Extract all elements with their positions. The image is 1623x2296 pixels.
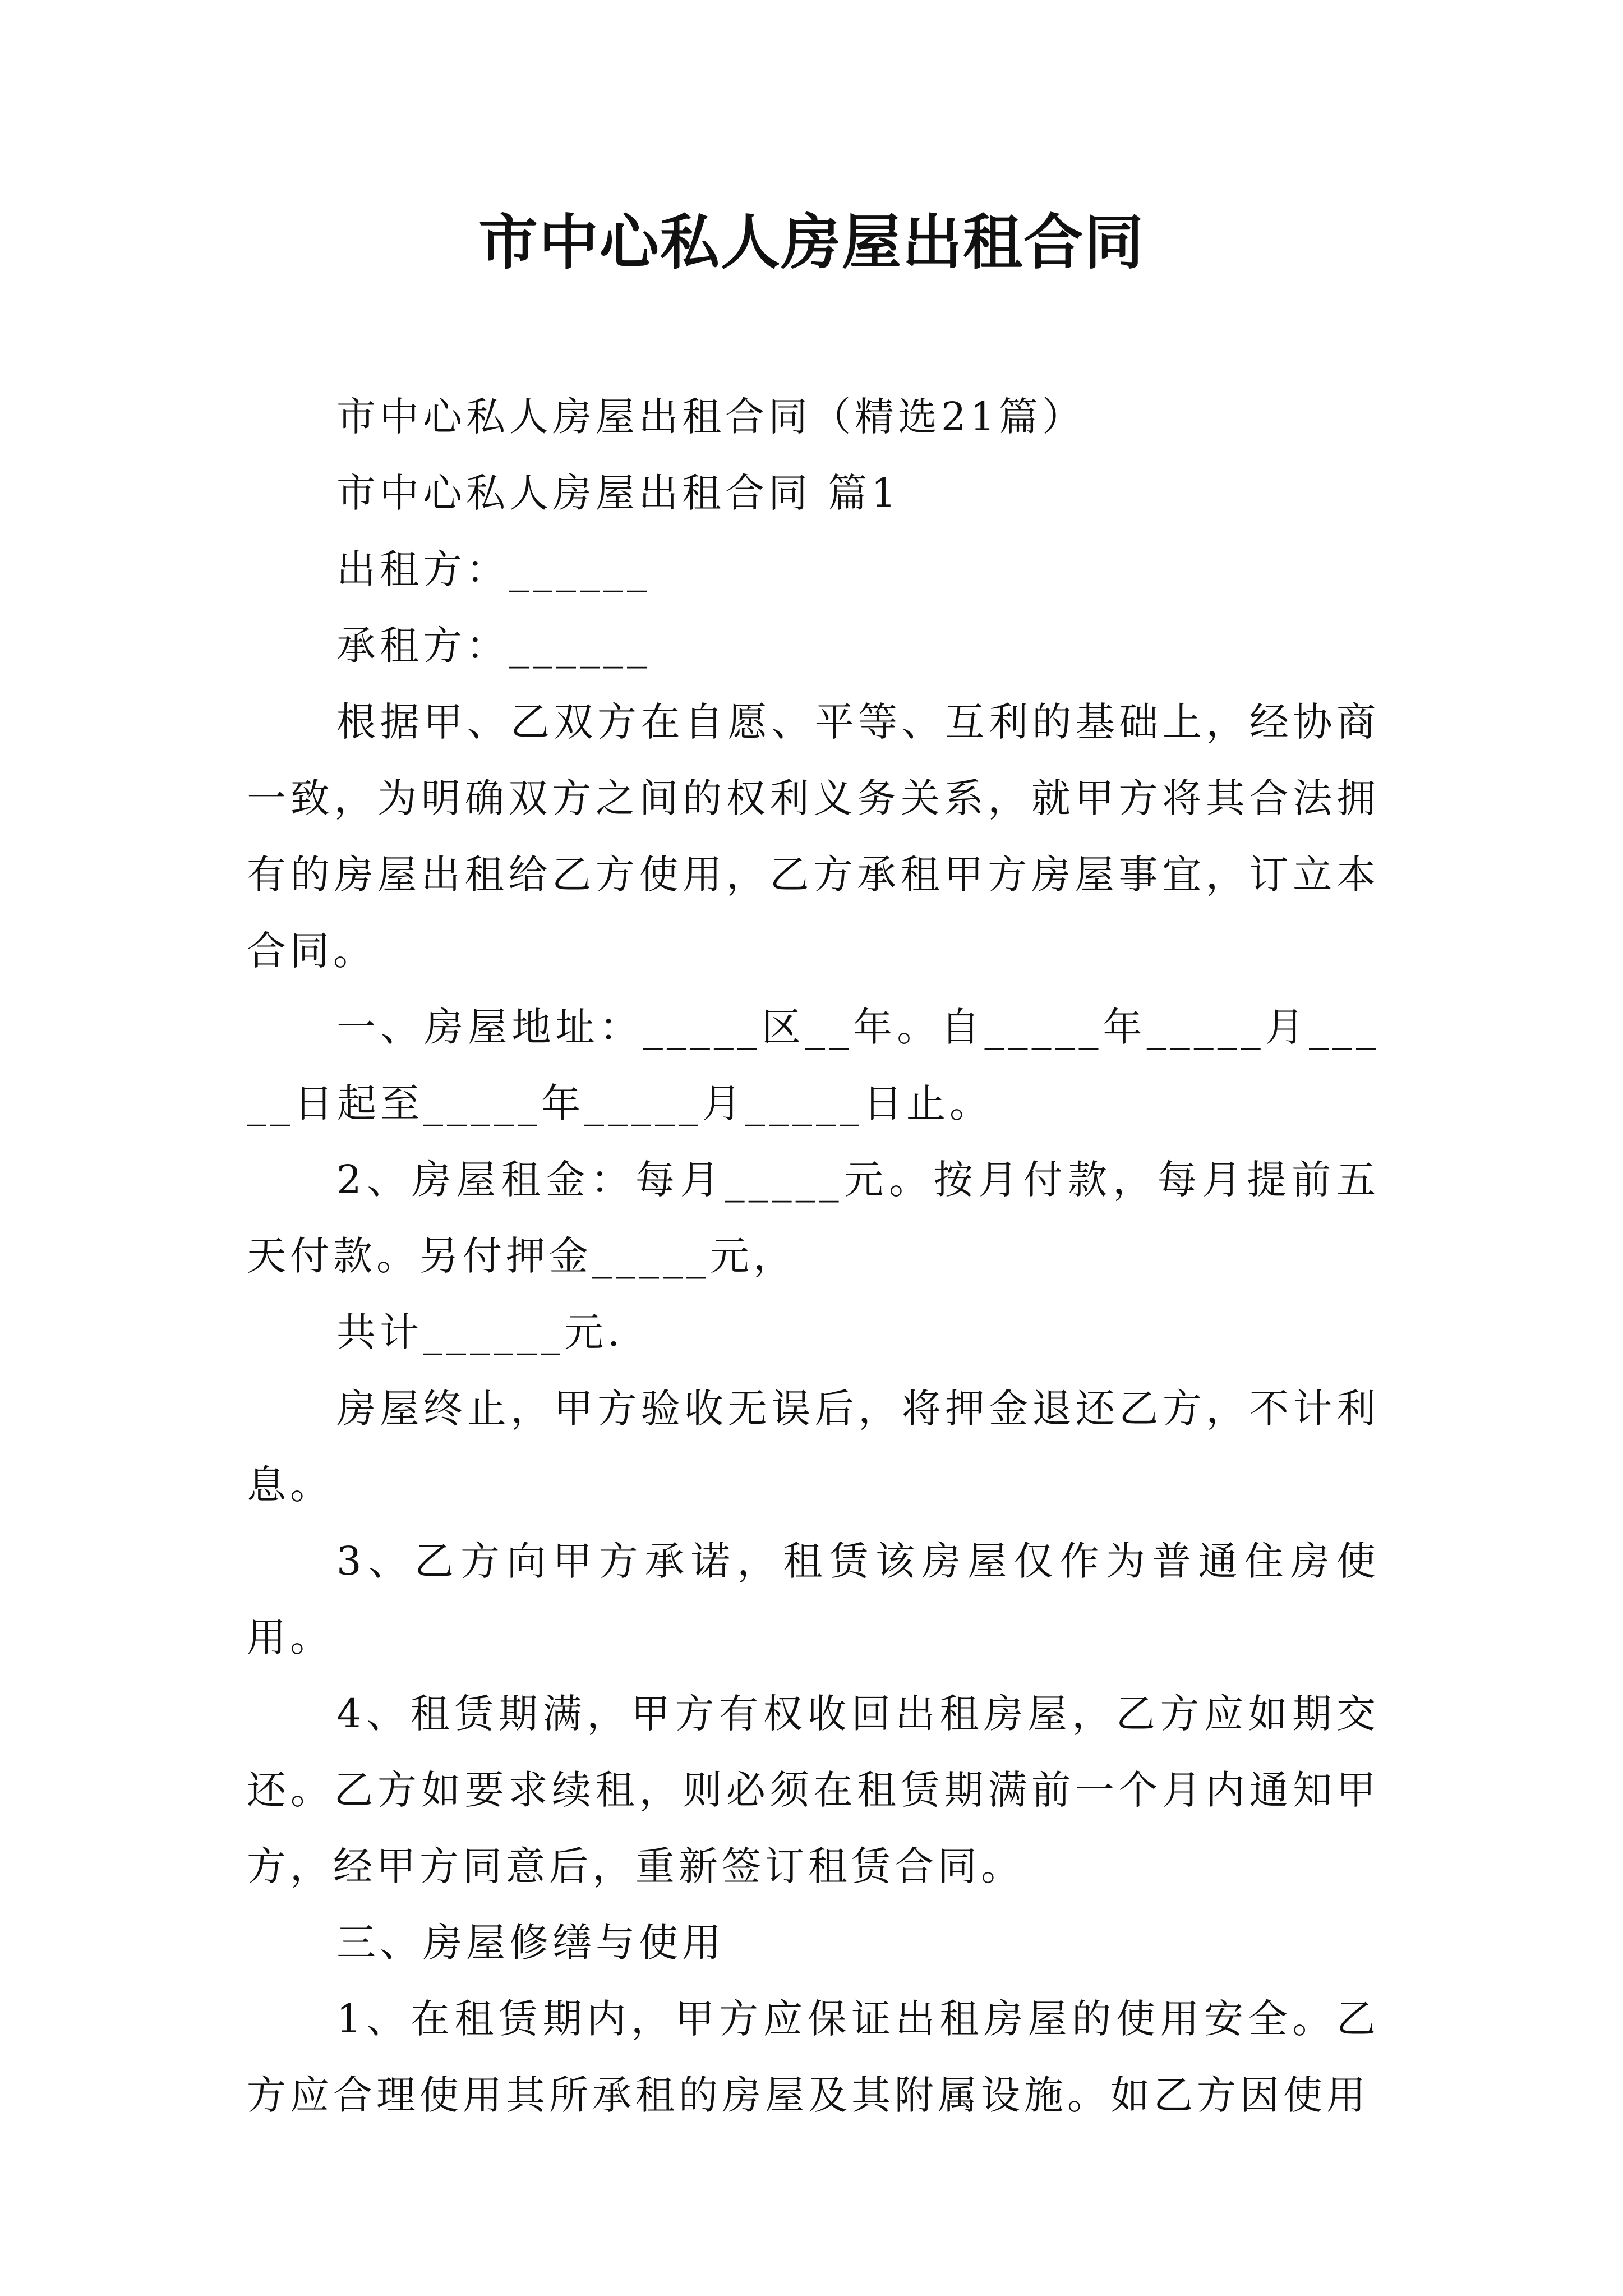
paragraph-deposit-return: 房屋终止，甲方验收无误后，将押金退还乙方，不计利息。 <box>247 1386 1380 1508</box>
paragraph-lessee: 承租方：______ <box>336 623 651 669</box>
paragraph-rent: 2、房屋租金：每月_____元。按月付款，每月提前五天付款。另付押金_____元， <box>247 1157 1380 1279</box>
paragraph-preamble: 根据甲、乙双方在自愿、平等、互利的基础上，经协商一致，为明确双方之间的权利义务关系，就甲方将其合法拥有的房屋出租给乙方使用，乙方承租甲方房屋事宜，订立本合同。 <box>247 699 1380 974</box>
paragraph-usage-promise: 3、乙方向甲方承诺，租赁该房屋仅作为普通住房使用。 <box>247 1538 1380 1660</box>
paragraph-repair-heading: 三、房屋修缮与使用 <box>336 1920 725 1966</box>
document-title: 市中心私人房屋出租合同 <box>478 207 1145 277</box>
document-body <box>247 379 1380 2133</box>
paragraph-lessor: 出租方：______ <box>336 546 651 592</box>
paragraph-section-heading: 市中心私人房屋出租合同 篇1 <box>336 470 900 516</box>
paragraph-total: 共计______元. <box>336 1309 624 1355</box>
paragraph-repair-clause-1: 1、在租赁期内，甲方应保证出租房屋的使用安全。乙方应合理使用其所承租的房屋及其附属设施。如乙方因使用 <box>247 1996 1380 2118</box>
paragraph-lease-expiry: 4、租赁期满，甲方有权收回出租房屋，乙方应如期交还。乙方如要求续租，则必须在租赁期满前一个月内通知甲方，经甲方同意后，重新签订租赁合同。 <box>247 1691 1380 1889</box>
paragraph-address-term: 一、房屋地址：_____区__年。自_____年_____月_____日起至_____年_____月_____日止。 <box>247 1004 1380 1126</box>
paragraph-subtitle: 市中心私人房屋出租合同（精选21篇） <box>336 394 1086 440</box>
